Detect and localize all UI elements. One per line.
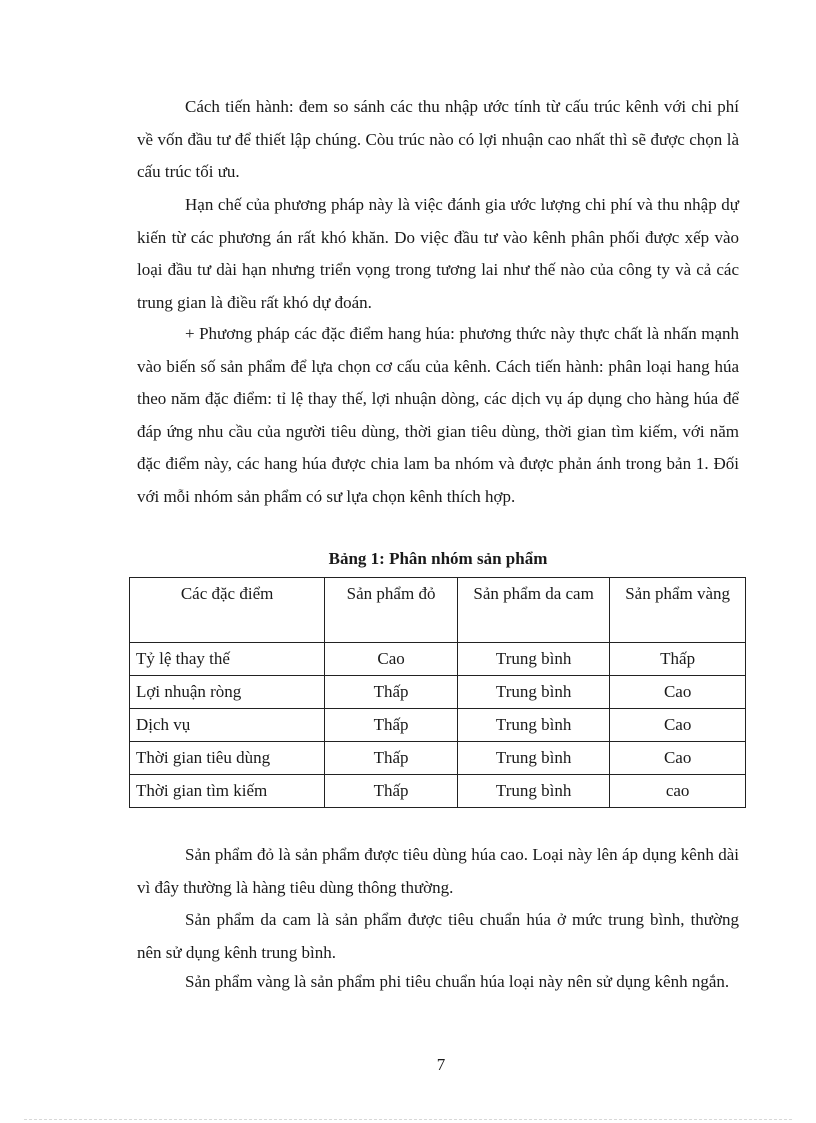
table-cell: Trung bình <box>457 775 609 808</box>
paragraph-method-steps: Cách tiến hành: đem so sánh các thu nhập ước tính từ cấu trúc kênh với chi phí về vốn đầu tư để thiết lập chúng. Còu trúc nào có lợi nhuận cao nhất thì sẽ được chọn là cấu trúc tối ưu. <box>137 97 739 182</box>
paragraph-orange-products: Sản phẩm da cam là sản phẩm được tiêu chuẩn húa ở mức trung bình, thường nên sử dụng kênh trung bình. <box>137 910 739 962</box>
table-header-row <box>130 578 746 643</box>
table-header-cell: Sản phẩm đỏ <box>325 578 458 643</box>
table-row <box>130 742 746 775</box>
table-header-cell: Sản phẩm vàng <box>610 578 746 643</box>
table-cell: cao <box>610 775 746 808</box>
table-row <box>130 775 746 808</box>
table-cell: Lợi nhuận ròng <box>130 676 325 709</box>
table-cell: Trung bình <box>457 676 609 709</box>
table-cell: Thấp <box>325 742 458 775</box>
paragraph-product-characteristics: + Phương pháp các đặc điểm hang húa: phương thức này thực chất là nhấn mạnh vào biến số sản phẩm để lựa chọn cơ cấu của kênh. Cách tiến hành: phân loại hang húa theo năm đặc điểm: tỉ lệ thay thế, lợi nhuận dòng, các dịch vụ áp dụng cho hàng húa để đáp ứng nhu cầu của người tiêu dùng, thời gian tiêu dùng, thời gian tìm kiếm, với năm đặc điểm này, các hang húa được chia lam ba nhóm và được phản ánh trong bản 1. Đối với mỗi nhóm sản phẩm có sư lựa chọn kênh thích hợp. <box>137 324 739 506</box>
table-cell: Trung bình <box>457 643 609 676</box>
table-row <box>130 676 746 709</box>
table-cell: Cao <box>610 676 746 709</box>
table-row <box>130 643 746 676</box>
table-row <box>130 709 746 742</box>
table-cell: Thời gian tiêu dùng <box>130 742 325 775</box>
table-cell: Trung bình <box>457 709 609 742</box>
table-cell: Dịch vụ <box>130 709 325 742</box>
table-cell: Thấp <box>325 709 458 742</box>
table-cell: Thấp <box>610 643 746 676</box>
table-cell: Thời gian tìm kiếm <box>130 775 325 808</box>
table-cell: Thấp <box>325 676 458 709</box>
paragraph-yellow-products: Sản phẩm vàng là sản phẩm phi tiêu chuẩn húa loại này nên sử dụng kênh ngắn. <box>185 972 730 991</box>
table-cell: Cao <box>325 643 458 676</box>
table-cell: Trung bình <box>457 742 609 775</box>
table-header-cell: Sản phẩm da cam <box>457 578 609 643</box>
paragraph-red-products: Sản phẩm đỏ là sản phẩm được tiêu dùng húa cao. Loại này lên áp dụng kênh dài vì đây thường là hàng tiêu dùng thông thường. <box>137 845 739 897</box>
page-number: 7 <box>436 1055 446 1074</box>
table-header-cell: Các đặc điểm <box>130 578 325 643</box>
table-cell: Cao <box>610 709 746 742</box>
table-cell: Tỷ lệ thay thế <box>130 643 325 676</box>
table-cell: Cao <box>610 742 746 775</box>
table-cell: Thấp <box>325 775 458 808</box>
product-group-table <box>129 577 746 808</box>
page-bottom-divider <box>24 1119 792 1120</box>
paragraph-limitations: Hạn chế của phương pháp này là việc đánh gia ước lượng chi phí và thu nhập dự kiến từ các phương án rất khó khăn. Do việc đầu tư vào kênh phân phối được xếp vào loại đầu tư dài hạn nhưng triển vọng trong tương lai như thế nào của công ty và cả các trung gian là điều rất khó dự đoán. <box>137 195 739 312</box>
table-caption: Bảng 1: Phân nhóm sản phẩm <box>328 549 548 568</box>
